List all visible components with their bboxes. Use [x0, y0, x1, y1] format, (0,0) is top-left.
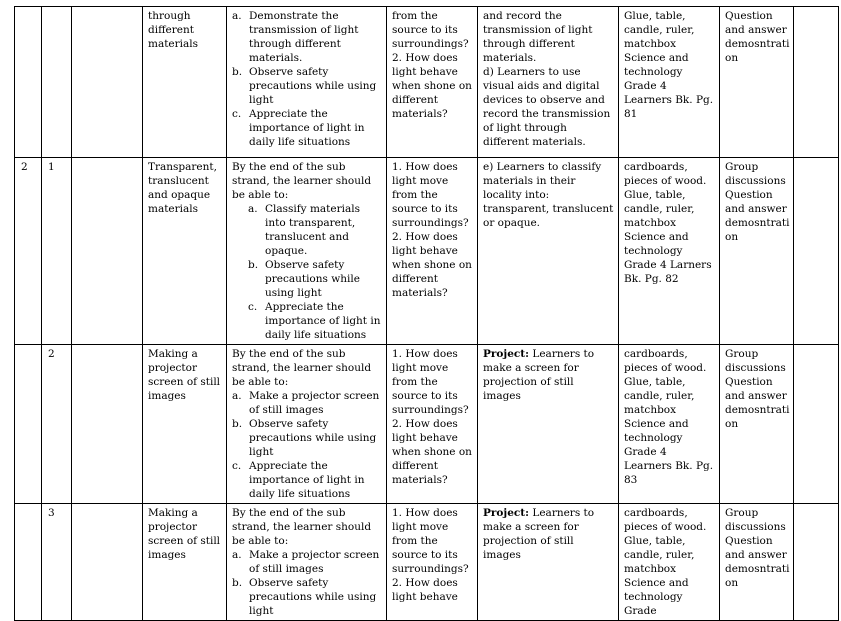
outcome-item — [232, 459, 382, 501]
learning-experiences-cell — [478, 504, 619, 621]
table-row — [15, 7, 839, 158]
outcome-item — [232, 65, 382, 107]
strand-cell — [72, 345, 143, 504]
table-row — [15, 345, 839, 504]
resources-text: cardboards, pieces of wood. Glue, table, candle, ruler, matchbox Science and technology Grade 4 Learners Bk. Pg. 83 — [624, 348, 714, 486]
outcome-text: Observe safety precautions while using light — [249, 418, 377, 458]
assessment-text: Group discussions Question and answer demosntrati on — [725, 161, 790, 243]
experiences-text: e) Learners to classify materials in their locality into: transparent, translucent or opaque. — [483, 161, 614, 229]
outcome-item — [232, 107, 382, 149]
assessment-text: Group discussions Question and answer demosntrati on — [725, 348, 790, 430]
sub-strand-cell — [143, 504, 227, 621]
week-cell — [15, 345, 42, 504]
outcome-text: Appreciate the importance of light in daily life situations — [249, 108, 365, 148]
resources-text: cardboards, pieces of wood. Glue, table, candle, ruler, matchbox Science and technology Grade 4 Larners Bk. Pg. 82 — [624, 161, 712, 285]
remarks-cell — [794, 7, 839, 158]
sub-strand-cell — [143, 7, 227, 158]
learning-outcomes-cell — [227, 504, 387, 621]
outcomes-list — [232, 548, 382, 618]
outcomes-intro: By the end of the sub strand, the learner should be able to: — [232, 348, 372, 388]
outcome-text: Classify materials into transparent, translucent and opaque. — [265, 203, 360, 257]
strand-cell — [72, 504, 143, 621]
learning-experiences-cell — [478, 7, 619, 158]
remarks-cell — [794, 158, 839, 345]
lesson-text: 3 — [48, 507, 55, 519]
learning-outcomes-cell — [227, 345, 387, 504]
inquiry-text: 1. How does light move from the source to its surroundings? 2. How does light behave when shone on different materials? — [392, 348, 472, 486]
strand-cell — [72, 7, 143, 158]
outcome-marker: b. — [232, 418, 243, 430]
outcome-marker: a. — [232, 10, 242, 22]
week-cell — [15, 158, 42, 345]
lesson-cell — [42, 7, 72, 158]
specific-outcome-text: Making a projector screen of still images — [148, 507, 221, 561]
outcomes-list — [232, 202, 382, 342]
outcome-item — [232, 548, 382, 576]
outcome-text: Observe safety precautions while using light — [249, 66, 377, 106]
specific-outcome-text: Making a projector screen of still images — [148, 348, 221, 402]
inquiry-question-cell — [387, 345, 478, 504]
outcome-marker: a. — [232, 390, 242, 402]
outcome-item — [232, 576, 382, 618]
resources-cell — [619, 158, 720, 345]
learning-experiences-cell — [478, 345, 619, 504]
outcome-item — [248, 300, 382, 342]
table-row — [15, 158, 839, 345]
outcome-text: Make a projector screen of still images — [249, 390, 380, 416]
inquiry-question-cell — [387, 158, 478, 345]
week-cell — [15, 7, 42, 158]
outcome-marker: b. — [232, 577, 243, 589]
outcome-marker: b. — [232, 66, 243, 78]
outcome-marker: c. — [248, 301, 258, 313]
lesson-cell — [42, 345, 72, 504]
learning-experiences-cell — [478, 158, 619, 345]
inquiry-question-cell — [387, 7, 478, 158]
project-label: Project: — [483, 507, 530, 519]
resources-text: Glue, table, candle, ruler, matchbox Science and technology Grade 4 Learners Bk. Pg. 81 — [624, 10, 714, 120]
learning-outcomes-cell — [227, 7, 387, 158]
outcomes-list — [232, 389, 382, 501]
assessment-cell — [720, 504, 794, 621]
assessment-cell — [720, 345, 794, 504]
resources-cell — [619, 345, 720, 504]
outcome-text: Demonstrate the transmission of light through different materials. — [249, 10, 359, 64]
resources-cell — [619, 504, 720, 621]
outcomes-intro: By the end of the sub strand, the learner should be able to: — [232, 507, 372, 547]
assessment-cell — [720, 158, 794, 345]
outcome-text: Observe safety precautions while using light — [265, 259, 360, 299]
outcome-item — [232, 9, 382, 65]
outcome-marker: c. — [232, 460, 242, 472]
outcome-item — [232, 417, 382, 459]
outcome-text: Appreciate the importance of light in daily life situations — [265, 301, 381, 341]
inquiry-text: from the source to its surroundings? 2. How does light behave when shone on different materials? — [392, 10, 472, 120]
outcome-text: Appreciate the importance of light in daily life situations — [249, 460, 365, 500]
assessment-text: Group discussions Question and answer demosntrati on — [725, 507, 790, 589]
specific-outcome-text: through different materials — [148, 10, 199, 50]
lesson-text: 2 — [48, 348, 55, 360]
outcome-marker: b. — [248, 259, 259, 271]
inquiry-question-cell — [387, 504, 478, 621]
experiences-text: and record the transmission of light through different materials. d) Learners to use visual aids and digital devices to observe and record the transmission of light through different materials. — [483, 10, 611, 148]
outcome-marker: a. — [248, 203, 258, 215]
outcome-marker: c. — [232, 108, 242, 120]
sub-strand-cell — [143, 345, 227, 504]
outcome-item — [232, 389, 382, 417]
outcome-item — [248, 202, 382, 258]
outcomes-list — [232, 9, 382, 149]
lesson-plan-table — [14, 6, 839, 621]
assessment-cell — [720, 7, 794, 158]
experiences-text: Learners to make a screen for projection of still images — [483, 348, 595, 402]
outcome-text: Observe safety precautions while using light — [249, 577, 377, 617]
specific-outcome-text: Transparent, translucent and opaque materials — [148, 161, 217, 215]
sub-strand-cell — [143, 158, 227, 345]
strand-cell — [72, 158, 143, 345]
outcome-item — [248, 258, 382, 300]
inquiry-text: 1. How does light move from the source to its surroundings? 2. How does light behave when shone on different materials? — [392, 161, 472, 299]
assessment-text: Question and answer demosntrati on — [725, 10, 790, 64]
remarks-cell — [794, 504, 839, 621]
project-label: Project: — [483, 348, 530, 360]
lesson-cell — [42, 158, 72, 345]
outcome-marker: a. — [232, 549, 242, 561]
lesson-cell — [42, 504, 72, 621]
learning-outcomes-cell — [227, 158, 387, 345]
resources-cell — [619, 7, 720, 158]
outcome-text: Make a projector screen of still images — [249, 549, 380, 575]
table-row — [15, 504, 839, 621]
inquiry-text: 1. How does light move from the source to its surroundings? 2. How does light behave — [392, 507, 469, 603]
week-cell — [15, 504, 42, 621]
outcomes-intro: By the end of the sub strand, the learner should be able to: — [232, 161, 372, 201]
lesson-text: 1 — [48, 161, 55, 173]
resources-text: cardboards, pieces of wood. Glue, table, candle, ruler, matchbox Science and technology Grade — [624, 507, 707, 617]
experiences-text: Learners to make a screen for projection of still images — [483, 507, 595, 561]
week-text: 2 — [21, 161, 28, 173]
remarks-cell — [794, 345, 839, 504]
